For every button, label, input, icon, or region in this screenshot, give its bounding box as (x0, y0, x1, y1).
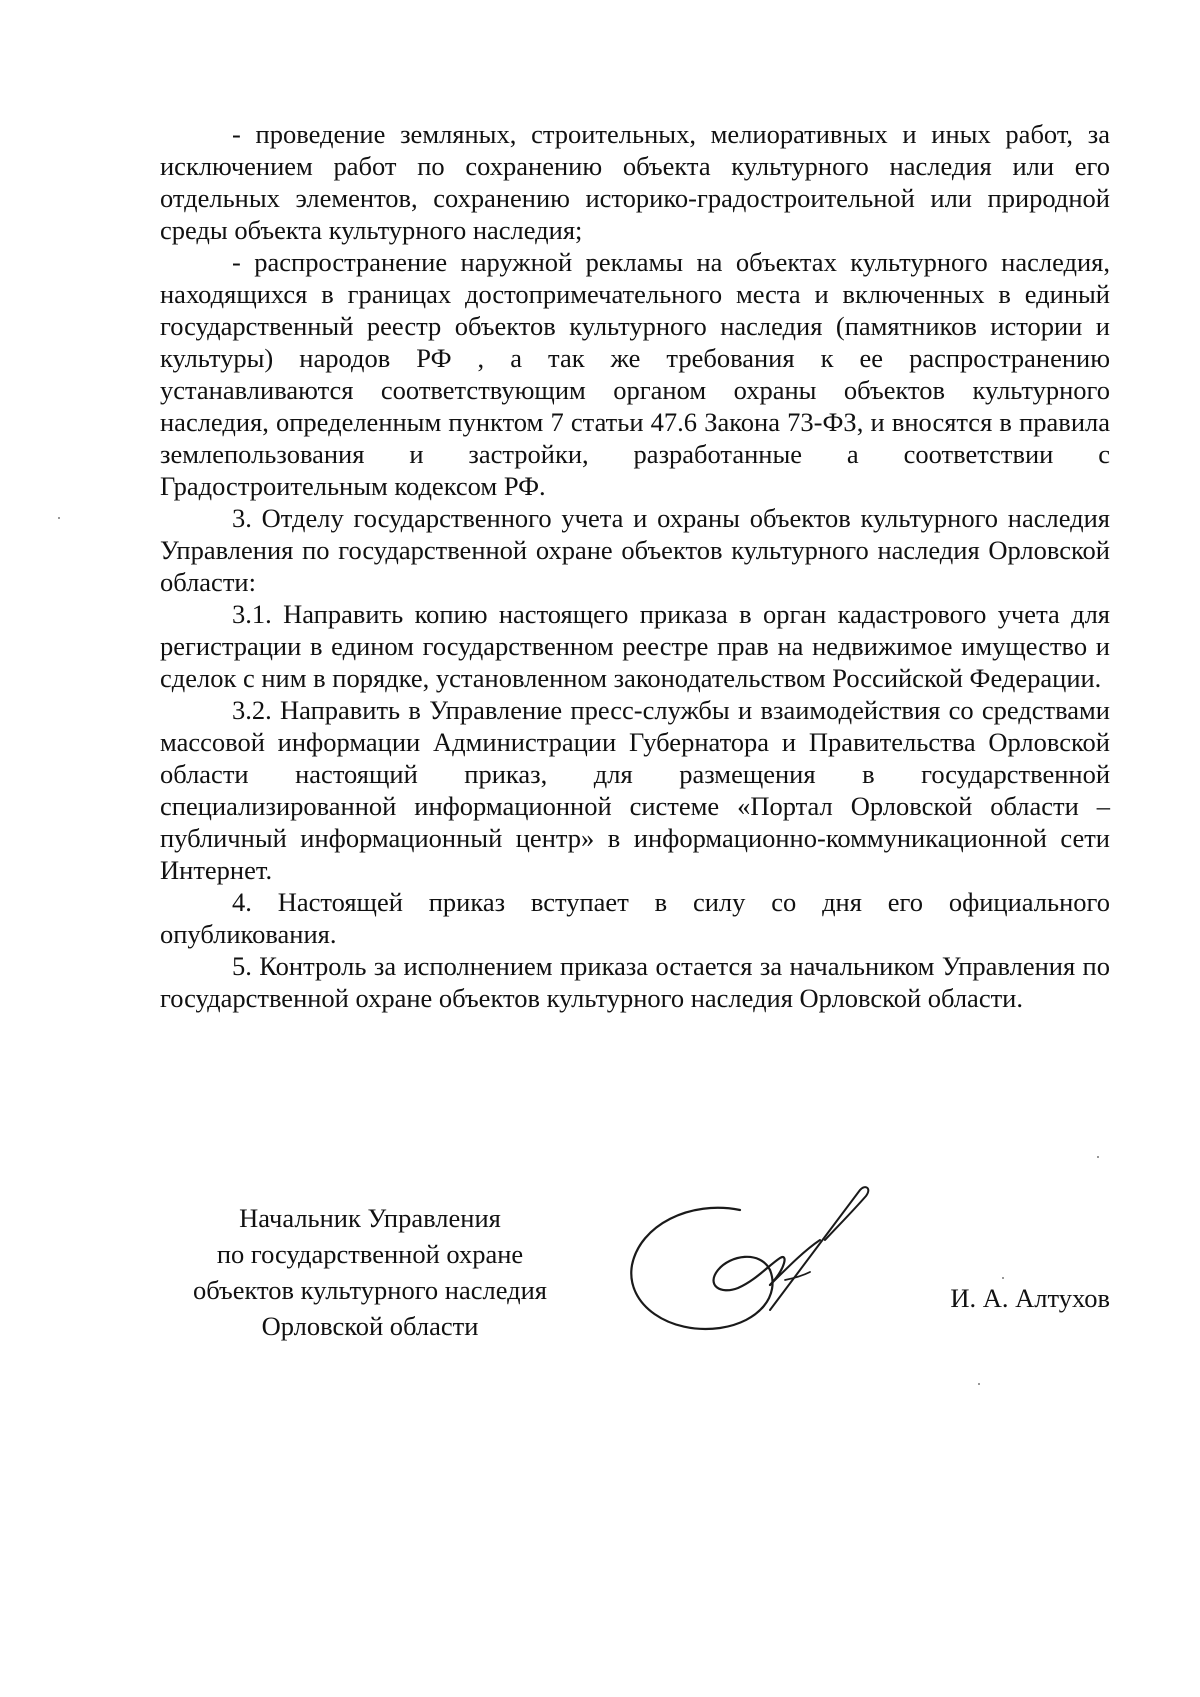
paragraph-item-3: 3. Отделу государственного учета и охраны объектов культурного наследия Управления по государственной охране объектов культурного наследия Орловской области: (160, 503, 1110, 597)
document-body (160, 118, 1110, 1014)
scan-speck (1002, 1277, 1004, 1279)
paragraph-item-5: 5. Контроль за исполнением приказа остается за начальником Управления по государственной охране объектов культурного наследия Орловской области. (160, 951, 1110, 1013)
scan-speck (1097, 1156, 1099, 1158)
paragraph-item-4: 4. Настоящей приказ вступает в силу со дня его официального опубликования. (160, 887, 1110, 949)
scan-speck (978, 1383, 980, 1385)
scan-speck (58, 517, 60, 519)
signatory-title-line: объектов культурного наследия (192, 1275, 547, 1305)
signatory-title-block (160, 1200, 580, 1344)
handwritten-signature (620, 1170, 890, 1360)
paragraph-earthworks-restriction: - проведение земляных, строительных, мелиоративных и иных работ, за исключением работ по сохранению объекта культурного наследия или его отдельных элементов, сохранению историко-градостроительной или природной среды объекта культурного наследия; (160, 119, 1110, 245)
signatory-title-line: Орловской области (261, 1311, 479, 1341)
signatory-name: И. А. Алтухов (950, 1283, 1110, 1313)
paragraph-item-3-1: 3.1. Направить копию настоящего приказа в орган кадастрового учета для регистрации в едином государственном реестре прав на недвижимое имущество и сделок с ним в порядке, установленном законодательством Российской Федерации. (160, 599, 1110, 693)
signatory-title-line: по государственной охране (216, 1239, 524, 1269)
paragraph-item-3-2: 3.2. Направить в Управление пресс-службы и взаимодействия со средствами массовой информации Администрации Губернатора и Правительства Орловской области настоящий приказ, для размещения в государственной специализированной информационной системе «Портал Орловской области – публичный информационный центр» в информационно-коммуникационной сети Интернет. (160, 695, 1110, 885)
signatory-title-line: Начальник Управления (239, 1203, 501, 1233)
paragraph-advertising-restriction: - распространение наружной рекламы на объектах культурного наследия, находящихся в границах достопримечательного места и включенных в единый государственный реестр объектов культурного наследия (памятников истории и культуры) народов РФ , а так же требования к ее распространению устанавливаются соответствующим органом охраны объектов культурного наследия, определенным пунктом 7 статьи 47.6 Закона 73-ФЗ, и вносятся в правила землепользования и застройки, разработанные а соответствии с Градостроительным кодексом РФ. (160, 247, 1110, 501)
